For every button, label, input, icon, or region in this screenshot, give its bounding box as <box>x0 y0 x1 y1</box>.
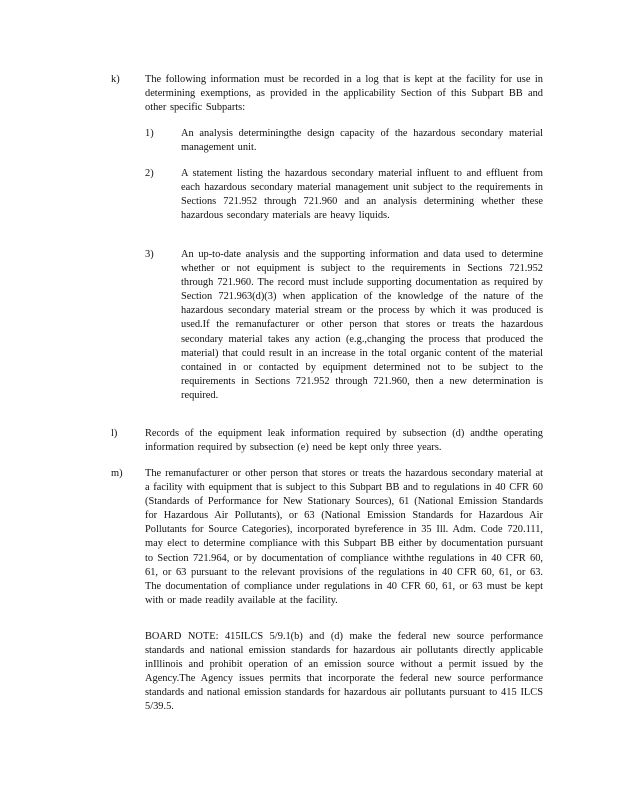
sub-item-marker: 3) <box>145 249 154 260</box>
item-text: The following information must be recorded in a log that is kept at the facility for use in determining exemptions, as provided in the applicability Section of this Subpart BB and other specific Subparts: <box>145 74 543 114</box>
item-marker: l) <box>111 428 118 439</box>
item-marker: k) <box>111 74 120 85</box>
sub-item-marker: 1) <box>145 128 154 139</box>
item-text: Records of the equipment leak information required by subsection (d) andthe operating information required by subsection (e) need be kept only three years. <box>145 428 543 454</box>
board-note-text: BOARD NOTE: 415ILCS 5/9.1(b) and (d) make the federal new source performance standards and national emission standards for hazardous air pollutants directly applicable inIllinois and prohibit operation of an emission source without a permit issued by the Agency.The Agency issues permits that incorporate the federal new source performance standards and national emission standards for hazardous air pollutants pursuant to 415 ILCS 5/39.5. <box>145 631 543 713</box>
item-marker: m) <box>111 468 123 479</box>
item-text: The remanufacturer or other person that stores or treats the hazardous secondary material at a facility with equipment that is subject to this Subpart BB and to regulations in 40 CFR 60 (Standards of Performance for New Stationary Sources), 61 (National Emission Standards for Hazardous Air Pollutants), or 63 (National Emission Standards for Hazardous Air Pollutants for Source Categories), incorporated byreference in 35 Ill. Adm. Code 720.111, may elect to determine compliance with this Subpart BB either by documentation pursuant to Section 721.964, or by documentation of compliance withthe regulations in 40 CFR 60, 61, or 63 pursuant to the relevant provisions of the regulations in 40 CFR 60, 61, or 63. The documentation of compliance under regulations in 40 CFR 60, 61, or 63 must be kept with or made readily available at the facility. <box>145 468 543 606</box>
sub-item-text: A statement listing the hazardous secondary material influent to and effluent from each hazardous secondary material management unit subject to the requirements in Sections 721.952 through 721.960 and an analysis determining whether these hazardous secondary materials are heavy liquids. <box>181 168 543 222</box>
sub-item-text: An analysis determiningthe design capacity of the hazardous secondary material management unit. <box>181 128 543 154</box>
sub-item-text: An up-to-date analysis and the supporting information and data used to determine whether or not equipment is subject to the requirements in Sections 721.952 through 721.960. The record must include supporting documentation as required by Section 721.963(d)(3) when application of the knowledge of the nature of the hazardous secondary material stream or the process by which it was produced is used.If the remanufacturer or other person that stores or treats the hazardous secondary material takes any action (e.g.,changing the process that produced the material) that could result in an increase in the total organic content of the material contained in or contacted by equipment determined not to be subject to the requirements in Sections 721.952 through 721.960, then a new determination is required. <box>181 249 543 401</box>
sub-item-marker: 2) <box>145 168 154 179</box>
